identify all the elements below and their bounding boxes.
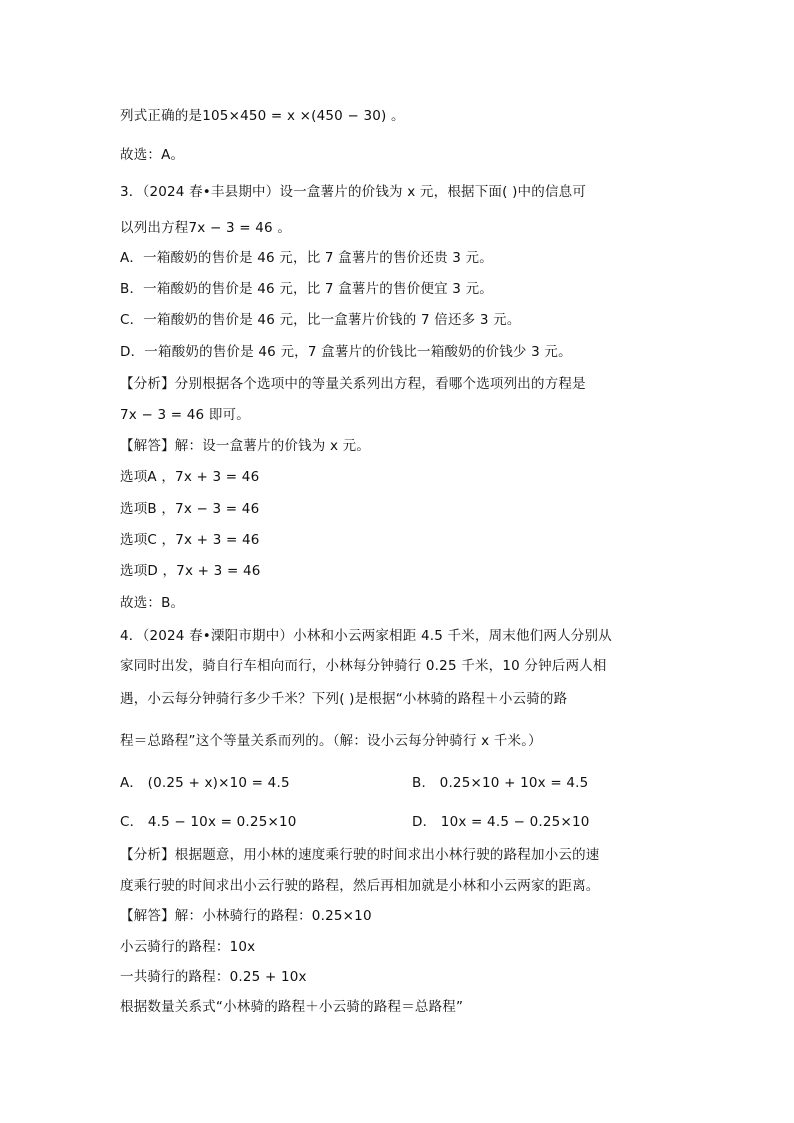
question-4-stem-cont: 遇，小云每分钟骑行多少千米？下列( )是根据“小林骑的路程＋小云骑的路	[120, 691, 568, 707]
solution-option-d: 选项D ，7x + 3 = 46	[120, 563, 261, 579]
analysis-cont: 7x − 3 = 46 即可。	[120, 407, 250, 423]
analysis-cont: 度乘行驶的时间求出小云行驶的路程，然后再相加就是小林和小云两家的距离。	[120, 878, 600, 894]
question-4-stem-cont: 家同时出发，骑自行车相向而行，小林每分钟骑行 0.25 千米，10 分钟后两人相	[120, 658, 607, 674]
solution-line: 根据数量关系式“小林骑的路程＋小云骑的路程＝总路程”	[120, 999, 464, 1015]
question-4-stem: 4．（2024 春•溧阳市期中）小林和小云两家相距 4.5 千米，周末他们两人分别从	[120, 628, 612, 644]
option-d: D．一箱酸奶的售价是 46 元，7 盒薯片的价钱比一箱酸奶的价钱少 3 元。	[120, 344, 572, 360]
option-a: A． (0.25 + x)×10 = 4.5	[120, 775, 290, 791]
text-line: 列式正确的是105×450 = x ×(450 − 30) 。	[120, 108, 405, 124]
option-c: C． 4.5 − 10x = 0.25×10	[120, 814, 297, 830]
solution-line: 一共骑行的路程：0.25 + 10x	[120, 969, 307, 985]
solution: 【解答】解：设一盒薯片的价钱为 x 元。	[120, 438, 371, 454]
question-4-stem-cont: 程＝总路程”这个等量关系而列的。（解：设小云每分钟骑行 x 千米。）	[120, 733, 542, 749]
option-c: C．一箱酸奶的售价是 46 元，比一盒薯片价钱的 7 倍还多 3 元。	[120, 312, 521, 328]
solution: 【解答】解：小林骑行的路程：0.25×10	[120, 908, 372, 924]
option-d: D． 10x = 4.5 − 0.25×10	[412, 814, 590, 830]
analysis: 【分析】根据题意，用小林的速度乘行驶的时间求出小林行驶的路程加小云的速	[120, 847, 600, 863]
option-a: A．一箱酸奶的售价是 46 元，比 7 盒薯片的售价还贵 3 元。	[120, 250, 493, 266]
question-3-stem: 3．（2024 春•丰县期中）设一盒薯片的价钱为 x 元，根据下面( )中的信息可	[120, 184, 587, 200]
answer: 故选：B。	[120, 595, 185, 611]
solution-option-a: 选项A ，7x + 3 = 46	[120, 469, 260, 485]
option-b: B．一箱酸奶的售价是 46 元，比 7 盒薯片的售价便宜 3 元。	[120, 281, 493, 297]
analysis: 【分析】分别根据各个选项中的等量关系列出方程，看哪个选项列出的方程是	[120, 376, 586, 392]
option-b: B． 0.25×10 + 10x = 4.5	[412, 775, 589, 791]
text-line: 故选：A。	[120, 147, 185, 163]
solution-line: 小云骑行的路程：10x	[120, 939, 256, 955]
solution-option-b: 选项B ，7x − 3 = 46	[120, 501, 260, 517]
solution-option-c: 选项C ，7x + 3 = 46	[120, 532, 260, 548]
question-3-stem-cont: 以列出方程7x − 3 = 46 。	[120, 220, 292, 236]
